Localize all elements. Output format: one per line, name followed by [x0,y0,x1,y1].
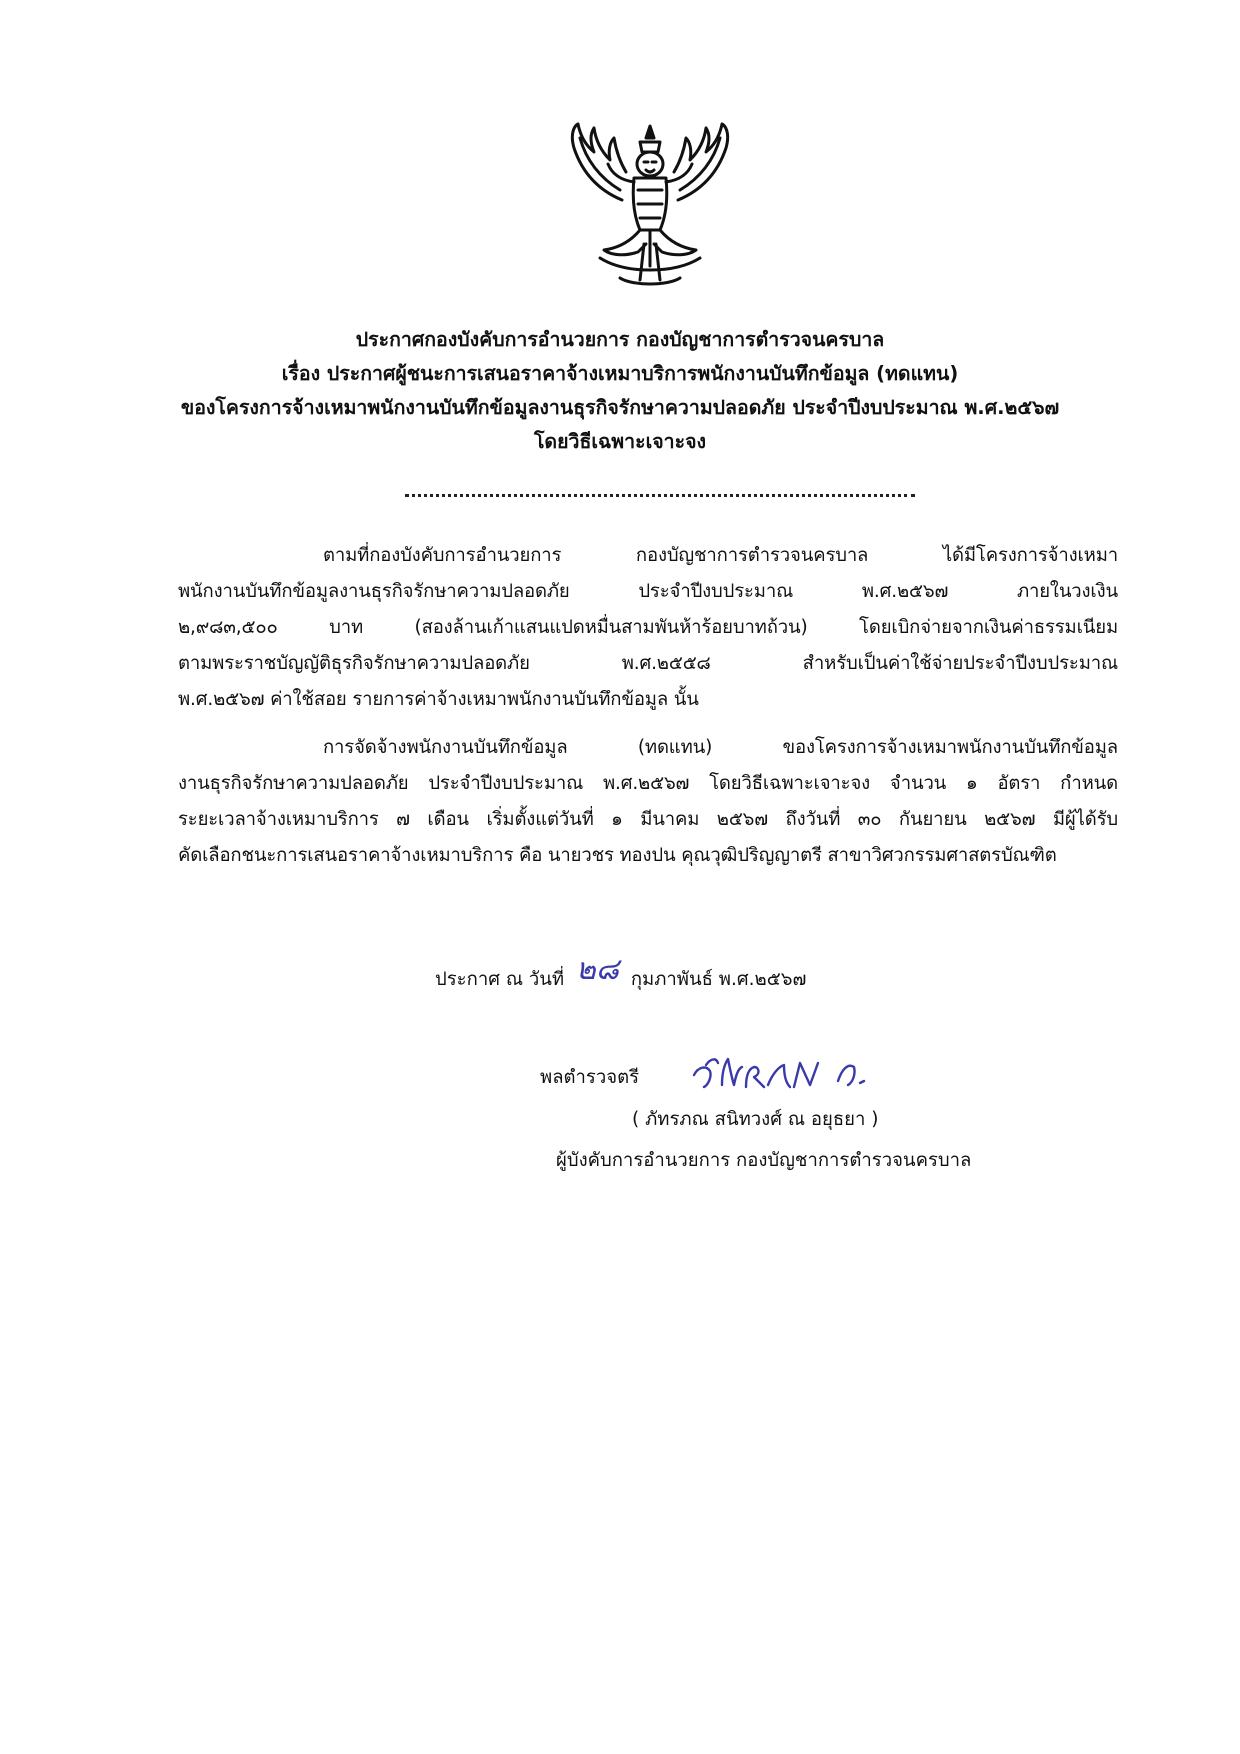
dotted-divider [405,494,915,497]
signatory-name: ( ภัทรภณ สนิทวงศ์ ณ อยุธยา ) [632,1109,879,1130]
paragraph-1-line-4: ตามพระราชบัญญัติธุรกิจรักษาความปลอดภัย พ.ศ.๒๕๕๘ สำหรับเป็นค่าใช้จ่ายประจำปีงบประมาณ [178,653,1118,674]
announcement-date [435,952,806,999]
handwritten-day: ๒๘ [576,952,619,987]
paragraph-1-line-3: ๒,๙๘๓,๕๐๐ บาท (สองล้านเก้าแสนแปดหมื่นสามพันห้าร้อยบาทถ้วน) โดยเบิกจ่ายจากเงินค่าธรรมเนียม [178,617,1118,638]
announcement-body [178,538,1118,874]
handwritten-signature-icon [688,1045,878,1095]
heading-line-2: เรื่อง ประกาศผู้ชนะการเสนอราคาจ้างเหมาบริการพนักงานบันทึกข้อมูล (ทดแทน) [281,362,959,385]
signatory-rank: พลตำรวจตรี [540,1067,640,1088]
heading-line-4: โดยวิธีเฉพาะเจาะจง [533,430,707,453]
heading-line-3: ของโครงการจ้างเหมาพนักงานบันทึกข้อมูลงานธุรกิจรักษาความปลอดภัย ประจำปีงบประมาณ พ.ศ.๒๕๖๗ [180,396,1060,419]
paragraph-1-line-5: พ.ศ.๒๕๖๗ ค่าใช้สอย รายการค่าจ้างเหมาพนักงานบันทึกข้อมูล นั้น [178,689,699,710]
date-prefix: ประกาศ ณ วันที่ [435,969,565,990]
paragraph-2-line-4: คัดเลือกชนะการเสนอราคาจ้างเหมาบริการ คือ นายวชร ทองปน คุณวุฒิปริญญาตรี สาขาวิศวกรรมศาสตรบัณฑิต [178,845,1057,866]
date-suffix: กุมภาพันธ์ พ.ศ.๒๕๖๗ [630,969,807,990]
paragraph-1-line-2: พนักงานบันทึกข้อมูลงานธุรกิจรักษาความปลอดภัย ประจำปีงบประมาณ พ.ศ.๒๕๖๗ ภายในวงเงิน [178,581,1118,602]
paragraph-2-line-2: งานธุรกิจรักษาความปลอดภัย ประจำปีงบประมาณ พ.ศ.๒๕๖๗ โดยวิธีเฉพาะเจาะจง จำนวน ๑ อัตรา กำหนด [178,773,1118,794]
heading-line-1: ประกาศกองบังคับการอำนวยการ กองบัญชาการตำรวจนครบาล [355,328,885,351]
paragraph-2-line-3: ระยะเวลาจ้างเหมาบริการ ๗ เดือน เริ่มตั้งแต่วันที่ ๑ มีนาคม ๒๕๖๗ ถึงวันที่ ๓๐ กันยายน ๒๕๖๗ มีผู้ได้รับ [178,809,1118,830]
paragraph-2-line-1: การจัดจ้างพนักงานบันทึกข้อมูล (ทดแทน) ของโครงการจ้างเหมาพนักงานบันทึกข้อมูล [323,737,1118,758]
garuda-emblem-icon [560,120,740,290]
paragraph-1-line-1: ตามที่กองบังคับการอำนวยการ กองบัญชาการตำรวจนครบาล ได้มีโครงการจ้างเหมา [323,545,1118,566]
announcement-heading [150,323,1090,459]
signatory-position: ผู้บังคับการอำนวยการ กองบัญชาการตำรวจนครบาล [556,1150,972,1171]
